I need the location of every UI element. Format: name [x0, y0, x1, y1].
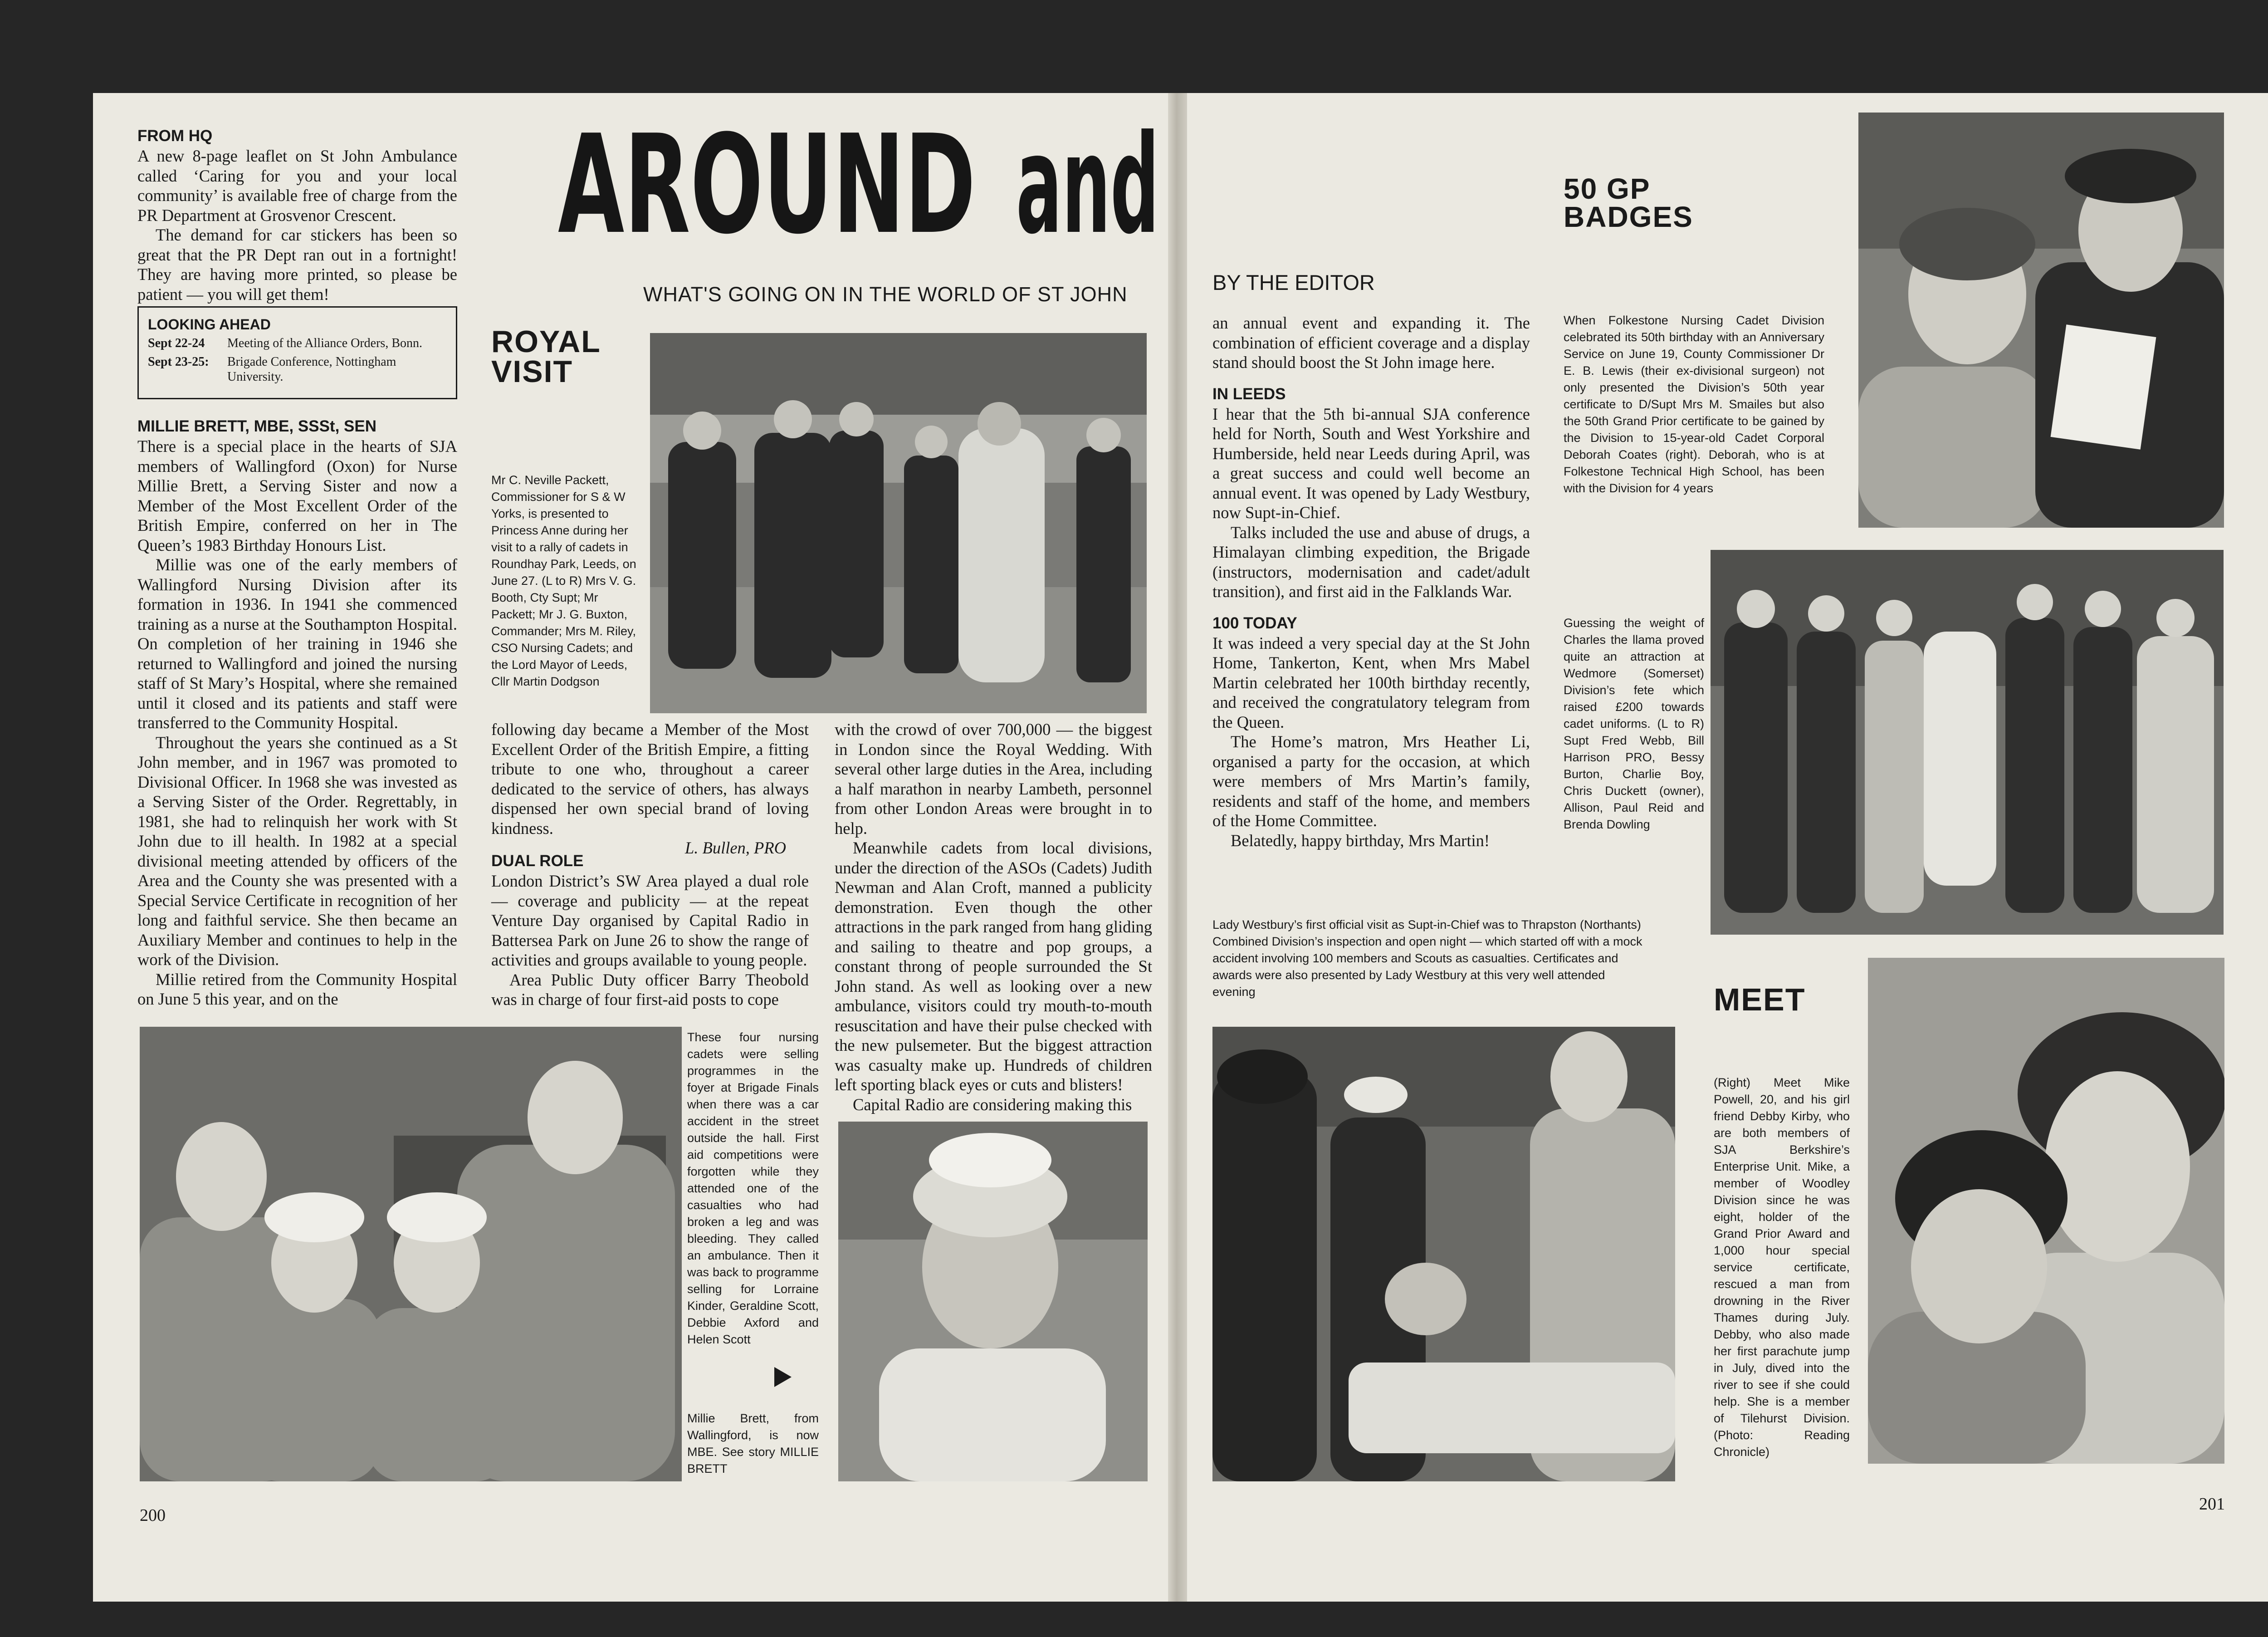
- signoff: L. Bullen, PRO: [684, 838, 786, 857]
- paragraph: London District’s SW Area played a dual role — coverage and publicity — at the repeat Venture Day organised by Capital Radio in Battersea Park on June 26 to show the range of activities and groups available to young people.: [491, 872, 809, 969]
- paragraph: Talks included the use and abuse of drugs, a Himalayan climbing expedition, the Brigade (instructors, modernisation and cadet/adult transition), and first aid in the Falklands War.: [1212, 523, 1530, 601]
- headline-line: BADGES: [1564, 201, 1693, 233]
- westbury-caption: Lady Westbury’s first official visit as Supt-in-Chief was to Thrapston (Northants) Combined Division’s inspection and open night — which started off with a mock accident involving 100 members and Scouts as casualties. Certificates and awards were also presented by Lady Westbury at this very well attended evening: [1212, 918, 1642, 999]
- page-number: 200: [140, 1506, 166, 1525]
- from-hq-heading: FROM HQ: [137, 127, 213, 145]
- paragraph: Throughout the years she continued as a St John member, and in 1967 was promoted to Divisional Officer. In 1968 she was invested as a Serving Sister of the Order. Regrettably, in 1981, she had to relinquish her work with St John due to ill health. In 1982 at a special divisional meeting attended by officers of the Area and the County she was presented with a Special Service Certificate in recognition of her long and faithful service. She then became an Auxiliary Member and continues to help in the work of the Division.: [137, 733, 457, 969]
- millie-continued: [491, 720, 809, 858]
- royal-visit-caption: Mr C. Neville Packett, Commissioner for S & W Yorks, is presented to Princess Anne during her visit to a rally of cadets in Roundhay Park, Leeds, on June 27. (L to R) Mrs V. G. Booth, Cty Supt; Mr Packett; Mr J. G. Buxton, Commander; Mrs M. Riley, CSO Nursing Cadets; and the Lord Mayor of Leeds, Cllr Martin Dodgson: [491, 473, 636, 688]
- gp-badges-caption: When Folkestone Nursing Cadet Division celebrated its 50th birthday with an Anniversary Service on June 19, County Commissioner Dr E. B. Lewis (their ex-divisional surgeon) not only presented the Division’s 50th year certificate to D/Supt Mrs M. Smailes but also the 50th Grand Prior certificate to be gained by the Division to 15-year-old Cadet Corporal Deborah Coates (right). Deborah, who is at Folkestone Technical High School, has been with the Division for 4 years: [1564, 314, 1824, 495]
- gp-badges-heading: [1564, 172, 1693, 233]
- paragraph: The demand for car stickers has been so great that the PR Dept ran out in a fortnight! They are having more printed, so please be patient — you will get them!: [137, 225, 457, 304]
- paragraph: There is a special place in the hearts of SJA members of Wallingford (Oxon) for Nurse Millie Brett, a Serving Sister and now a Member of the Most Excellent Order of the British Empire, conferred on her in The Queen’s 1983 Birthday Honours List.: [137, 437, 457, 554]
- meet-couple-photo: [1868, 958, 2224, 1464]
- meet-heading: MEET: [1714, 982, 1806, 1017]
- millie-brett-photo: [838, 1122, 1148, 1481]
- events-table: [148, 336, 447, 388]
- masthead-and: and: [1016, 106, 1159, 264]
- in-leeds-heading: IN LEEDS: [1212, 385, 1286, 403]
- millie-photo-caption: Millie Brett, from Wallingford, is now MBE. See story MILLIE BRETT: [687, 1412, 819, 1475]
- paragraph: Millie retired from the Community Hospital on June 5 this year, and on the: [137, 970, 457, 1008]
- paragraph: Belatedly, happy birthday, Mrs Martin!: [1231, 831, 1490, 850]
- royal-visit-heading: [491, 324, 601, 389]
- event-text: Brigade Conference, Nottingham University.: [227, 355, 396, 384]
- headline-line: VISIT: [491, 354, 573, 389]
- paragraph: I hear that the 5th bi-annual SJA conference held for North, South and West Yorkshire and Humberside, held near Leeds during April, was a great success and could well become an annual event. It was opened by Lady Westbury, now Supt-in-Chief.: [1212, 404, 1530, 522]
- paragraph: Meanwhile cadets from local divisions, under the direction of the ASOs (Cadets) Judith Newman and Alan Croft, manned a publicity demonstration. Even though the other attractions in the park ranged from hang gliding and sailing to theatre and pop groups, a constant throng of people surrounded the St John stand. As well as looking over a new ambulance, visitors could try mouth-to-mouth resuscitation and have their pulse checked with the new pulsemeter. But the biggest attraction was casualty make up. Hundreds of children left sporting black eyes or cuts and blisters!: [835, 838, 1152, 1094]
- folkestone-certificate-photo: [1858, 113, 2224, 528]
- masthead-around: AROUND: [558, 106, 976, 264]
- looking-ahead-box: [137, 306, 457, 399]
- nursing-cadets-photo: [140, 1027, 682, 1481]
- paragraph: an annual event and expanding it. The combination of efficient coverage and a display stand should boost the St John image here.: [1212, 314, 1530, 372]
- meet-caption: (Right) Meet Mike Powell, 20, and his girl friend Debby Kirby, who are both members of SJA Berkshire’s Enterprise Unit. Mike, a member of Woodley Division since he was eight, holder of the Grand Prior Award and 1,000 hour special service certificate, rescued a man from drowning in the River Thames during July. Debby, who also made her first parachute jump in July, dived into the river to see if she could help. She is a member of Tilehurst Division. (Photo: Reading Chronicle): [1714, 1076, 1850, 1459]
- paragraph: following day became a Member of the Most Excellent Order of the British Empire, a fitting tribute to one who, throughout a career dedicated to the service of others, has always dispensed her own special brand of loving kindness.: [491, 720, 809, 838]
- binding-gutter: [1168, 93, 1187, 1602]
- paragraph: A new 8-page leaflet on St John Ambulance called ‘Caring for you and your local community’ is available free of charge from the PR Department at Grosvenor Crescent.: [137, 147, 457, 225]
- llama-fete-photo: [1711, 550, 2224, 935]
- paragraph: Millie was one of the early members of Wallingford Nursing Division after its formation in 1936. In 1941 she commenced training as a nurse at the Southampton Hospital. On completion of her training in 1946 she returned to Wallingford and joined the nursing staff of St Mary’s Hospital, where she remained until it closed and its patients and staff were transferred to the Community Hospital.: [137, 555, 457, 732]
- from-hq-body: [137, 146, 457, 304]
- paragraph: The Home’s matron, Mrs Heather Li, organised a party for the occasion, at which were members of Mrs Martin’s family, residents and staff of the home, and members of the Home Committee.: [1212, 732, 1530, 830]
- paragraph: It was indeed a very special day at the St John Home, Tankerton, Kent, when Mrs Mabel Martin celebrated her 100th birthday recently, and received the congratulatory telegram from the Queen.: [1212, 633, 1530, 731]
- 100-today-heading: 100 TODAY: [1212, 614, 1297, 632]
- dual-role-continued: [835, 720, 1152, 1114]
- millie-heading: MILLIE BRETT, MBE, SSSt, SEN: [137, 417, 376, 435]
- byline: BY THE EDITOR: [1212, 270, 1375, 294]
- headline-line: ROYAL: [491, 324, 601, 359]
- event-row: [148, 354, 447, 388]
- event-date: Sept 22-24: [148, 336, 205, 350]
- dual-role-heading: DUAL ROLE: [491, 852, 584, 870]
- page-number: 201: [2199, 1495, 2225, 1514]
- westbury-visit-photo: [1212, 1027, 1675, 1481]
- paragraph: Capital Radio are considering making this: [853, 1095, 1132, 1114]
- event-date: Sept 23-25:: [148, 355, 209, 369]
- llama-caption: Guessing the weight of Charles the llama proved quite an attraction at Wedmore (Somerset) Division’s fete which raised £200 towards cadet uniforms. (L to R) Supt Fred Webb, Bill Harrison PRO, Bessy Burton, Charlie Boy, Chris Duckett (owner), Allison, Paul Reid and Brenda Dowling: [1564, 616, 1704, 831]
- strapline: WHAT'S GOING ON IN THE WORLD OF ST JOHN: [643, 283, 1128, 306]
- paragraph: Area Public Duty officer Barry Theobold was in charge of four first-aid posts to cope: [491, 970, 809, 1009]
- millie-body: [137, 436, 457, 1009]
- nursing-cadets-caption: These four nursing cadets were selling programmes in the foyer at Brigade Finals when there was a car accident in the street outside the hall. First aid competitions were forgotten while they attended one of the casualties who had broken a leg and was bleeding. They called an ambulance. Then it was back to programme selling for Lorraine Kinder, Geraldine Scott, Debbie Axford and Helen Scott: [687, 1030, 819, 1346]
- dual-role-body: [491, 871, 809, 1010]
- right-column-text: [1212, 313, 1530, 850]
- royal-visit-photo: [650, 333, 1147, 713]
- event-row: [148, 336, 447, 354]
- looking-ahead-heading: LOOKING AHEAD: [148, 316, 271, 333]
- arrow-right-icon: [774, 1367, 792, 1387]
- paragraph: with the crowd of over 700,000 — the biggest in London since the Royal Wedding. With several other large duties in the Area, including a half marathon in nearby Lambeth, personnel from other London Areas were brought in to help.: [835, 720, 1152, 838]
- headline-line: 50 GP: [1564, 172, 1651, 205]
- event-text: Meeting of the Alliance Orders, Bonn.: [227, 336, 423, 350]
